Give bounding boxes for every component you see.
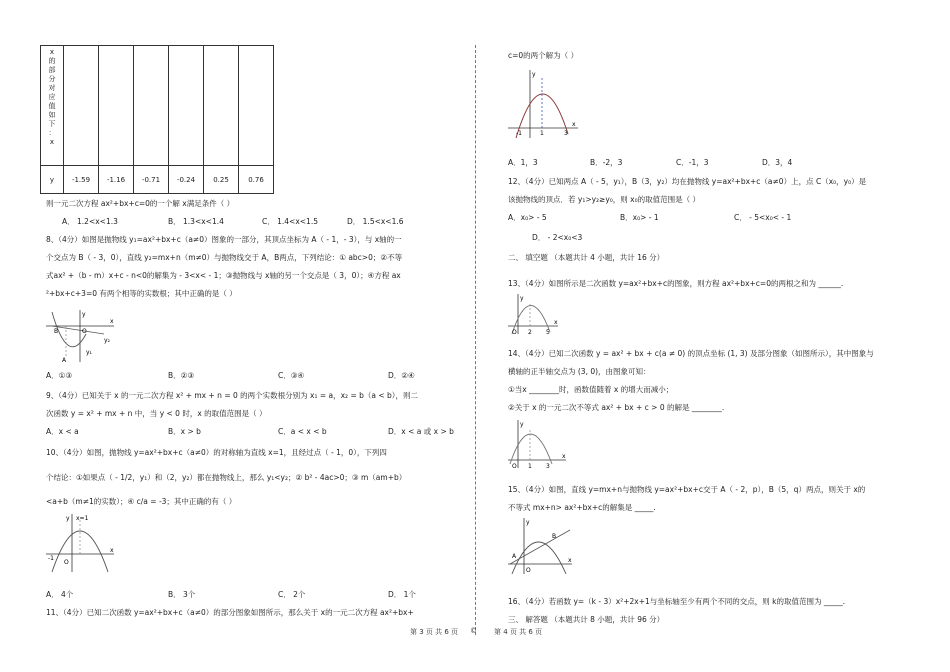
q9-line: 次函数 y = x² + mx + n 中，当 y < 0 时，x 的取值范围是（ ） (46, 409, 267, 418)
q12-option-b: B．x₀> - 1 (620, 213, 659, 222)
q11-option-d: D．3，4 (762, 158, 793, 167)
q10-option-b: B． 3个 (168, 590, 196, 599)
q9-option-b: B．x > b (168, 427, 201, 436)
q12-line: 该抛物线的顶点．若 y₁>y₂≥y₀，则 x₀的取值范围是（ ） (508, 195, 700, 204)
line-mx-n (510, 530, 570, 564)
tick-label: 1 (528, 463, 532, 470)
option-d: D． 1.5<x<1.6 (347, 217, 404, 226)
q11-continuation: c=0的两个解为（ ） (508, 51, 579, 60)
tick-label: -1 (48, 555, 54, 562)
page-number-right: 第 4 页 共 6 页 (494, 628, 543, 636)
origin-label: O (526, 567, 531, 574)
q14-line: 14、（4分）已知二次函数 y = ax² + bx + c(a ≠ 0) 的顶点坐标 (1, 3) 及部分图象（如图所示），其中图象与 (508, 349, 874, 358)
table-header-char: 分 (48, 75, 56, 83)
tick-label: 2 (528, 329, 532, 336)
q13-figure (508, 292, 560, 336)
parabola-curve (510, 434, 552, 464)
q11-line: 11、（4分）已知二次函数 y=ax²+bx+c（a≠0）的部分图象如图所示，那么关于 x的一元二次方程 ax²+bx+ (46, 608, 414, 617)
value-table (40, 45, 274, 194)
page-number-left: 第 3 页 共 6 页 (410, 628, 459, 636)
table-header-char: 应 (48, 93, 56, 101)
symmetry-label: x=1 (76, 515, 89, 522)
q8-option-c: C．③④ (278, 371, 305, 380)
option-b: B． 1.3<x<1.4 (168, 217, 224, 226)
q16-text: 16、（4分）若函数 y=（k - 3）x²+2x+1与坐标轴至少有两个不同的交点，则 k的取值范围为 _____. (508, 597, 846, 606)
q11-option-c: C．-1，3 (676, 158, 709, 167)
q11-option-b: B．-2，3 (590, 158, 623, 167)
section-answer: 三、 解答题 （本题共计 8 小题，共计 96 分） (508, 615, 665, 624)
tick-label: 5 (546, 329, 550, 336)
q10-line: <a+b（m≠1的实数）；④ c/a = -3；其中正确的有（ ） (46, 497, 237, 506)
option-c: C． 1.4<x<1.5 (262, 217, 318, 226)
table-cell: 0.25 (204, 166, 239, 194)
table-header-char: 下 (48, 120, 56, 128)
q15-line: 不等式 mx+n> ax²+bx+c的解集是 _____. (508, 503, 656, 512)
axis-y-label: y (520, 295, 524, 302)
q10-option-a: A． 4个 (46, 590, 74, 599)
origin-label: O (82, 328, 87, 335)
axis-y-label: y (66, 515, 70, 522)
tick-label: 3 (564, 130, 568, 137)
q10-line: 10、（4分）如图，抛物线 y=ax²+bx+c（a≠0）的对称轴为直线 x=1，且经过点（ - 1，0），下列四 (46, 448, 387, 457)
axis-x-label: x (572, 121, 576, 128)
q13-text: 13、（4分）如图所示是二次函数 y=ax²+bx+c的图象，则方程 ax²+bx+c=0的两根之和为 ______. (508, 279, 844, 288)
table-row-label: y (41, 166, 64, 194)
axis-x-label: x (562, 453, 566, 460)
axis-x-label: x (110, 547, 114, 554)
axis-x-label: x (110, 318, 114, 325)
axis-x-label: x (554, 319, 558, 326)
q15-figure (508, 516, 574, 576)
table-cell: -1.59 (64, 166, 99, 194)
q12-option-c: C． - 5<x₀< - 1 (734, 213, 792, 222)
curve-y1-label: y₁ (86, 349, 92, 356)
origin-label: O (64, 559, 69, 566)
table-question: 则一元二次方程 ax²+bx+c=0的一个解 x满足条件（ ） (46, 199, 235, 208)
q8-line: 式ax² +（b - m）x+c - n<0的解集为 - 3<x< - 1；③抛物线与 x轴的另一个交点是（ 3，0）；④方程 ax (46, 271, 401, 280)
q10-line: 个结论：①如果点（ - 1/2，y₁）和（2，y₂）都在抛物线上，那么 y₁<y₂；② b² - 4ac>0；③ m（am+b） (46, 473, 407, 482)
q9-option-d: D．x < a 或 x > b (388, 427, 454, 436)
q8-option-a: A．①③ (46, 371, 73, 380)
q8-line: ²+bx+c+3=0 有两个相等的实数根；其中正确的是（ ） (46, 289, 237, 298)
q11-option-a: A．1，3 (508, 158, 538, 167)
point-a-label: A (62, 357, 67, 364)
q9-line: 9、（4分）已知关于 x 的一元二次方程 x² + mx + n = 0 的两个实数根分别为 x₁ = a，x₂ = b（a < b），则二 (46, 391, 419, 400)
q11-figure (508, 68, 580, 140)
q10-figure (46, 512, 118, 574)
axis-y-label: y (532, 71, 536, 78)
q9-option-c: C．a < x < b (278, 427, 327, 436)
footer-separator: © (470, 627, 477, 635)
table-cell: -0.71 (134, 166, 169, 194)
table-header-char: x (49, 48, 55, 56)
q9-option-a: A．x < a (46, 427, 79, 436)
curve-y2-label: y₂ (104, 337, 110, 344)
tick-label: 3 (546, 463, 550, 470)
table-cell: -0.24 (169, 166, 204, 194)
column-divider (475, 45, 476, 635)
table-header-char: 部 (48, 66, 56, 74)
tick-label: -1 (516, 130, 522, 137)
q8-option-d: D．②④ (388, 371, 415, 380)
axis-y-label: y (526, 519, 530, 526)
table-header-char: 如 (48, 111, 56, 119)
table-header-char: x (49, 138, 55, 146)
q14-figure (508, 418, 568, 470)
q8-line: 8、（4分）如图是抛物线 y₁=ax²+bx+c（a≠0）图象的一部分，其顶点坐标为 A（ - 1，- 3），与 x轴的一 (46, 235, 402, 244)
point-a-label: A (512, 553, 517, 560)
q8-figure (46, 308, 118, 364)
table-cell: -1.16 (99, 166, 134, 194)
q14-sub-2: ②关于 x 的一元二次不等式 ax² + bx + c > 0 的解是 ________. (508, 403, 725, 412)
q10-option-c: C． 2个 (278, 590, 306, 599)
axis-y-label: y (82, 311, 86, 318)
axis-x-label: x (568, 557, 572, 564)
option-a: A． 1.2<x<1.3 (62, 217, 118, 226)
axis-y-label: y (520, 421, 524, 428)
q12-option-d: D． - 2<x₀<3 (532, 233, 583, 242)
q15-line: 15、（4分）如图，直线 y=mx+n与抛物线 y=ax²+bx+c交于 A（ - 2，p），B（5，q）两点，则关于 x的 (508, 485, 866, 494)
q14-sub-1: ①当x ________时，函数值随着 x 的增大而减小； (508, 385, 674, 394)
point-b-label: B (54, 328, 59, 335)
q8-line: 个交点为 B（ - 3，0），直线 y₂=mx+n（m≠0）与抛物线交于 A，B两点，下列结论：① abc>0；②不等 (46, 253, 403, 262)
table-header-label (41, 46, 64, 166)
point-b-label: B (552, 533, 557, 540)
q8-option-b: B．②③ (168, 371, 195, 380)
table-header-char: 值 (48, 102, 56, 110)
table-header-char: ： (48, 129, 56, 137)
origin-label: O (512, 463, 517, 470)
table-cell: 0.76 (239, 166, 274, 194)
q14-line: 横轴的正半轴交点为 (3, 0)，由图象可知： (508, 367, 651, 376)
table-header-char: 的 (48, 57, 56, 65)
origin-label: O (512, 329, 517, 336)
table-header-char: 对 (48, 84, 56, 92)
q12-option-a: A．x₀> - 5 (508, 213, 547, 222)
tick-label: 1 (540, 130, 544, 137)
section-fill-in: 二、 填空题 （本题共计 4 小题，共计 16 分） (508, 253, 665, 262)
q12-line: 12、（4分）已知两点 A（ - 5，y₁），B（3，y₂）均在抛物线 y=ax²+bx+c（a≠0）上，点 C（x₀，y₀）是 (508, 177, 867, 186)
q10-option-d: D． 1个 (388, 590, 416, 599)
